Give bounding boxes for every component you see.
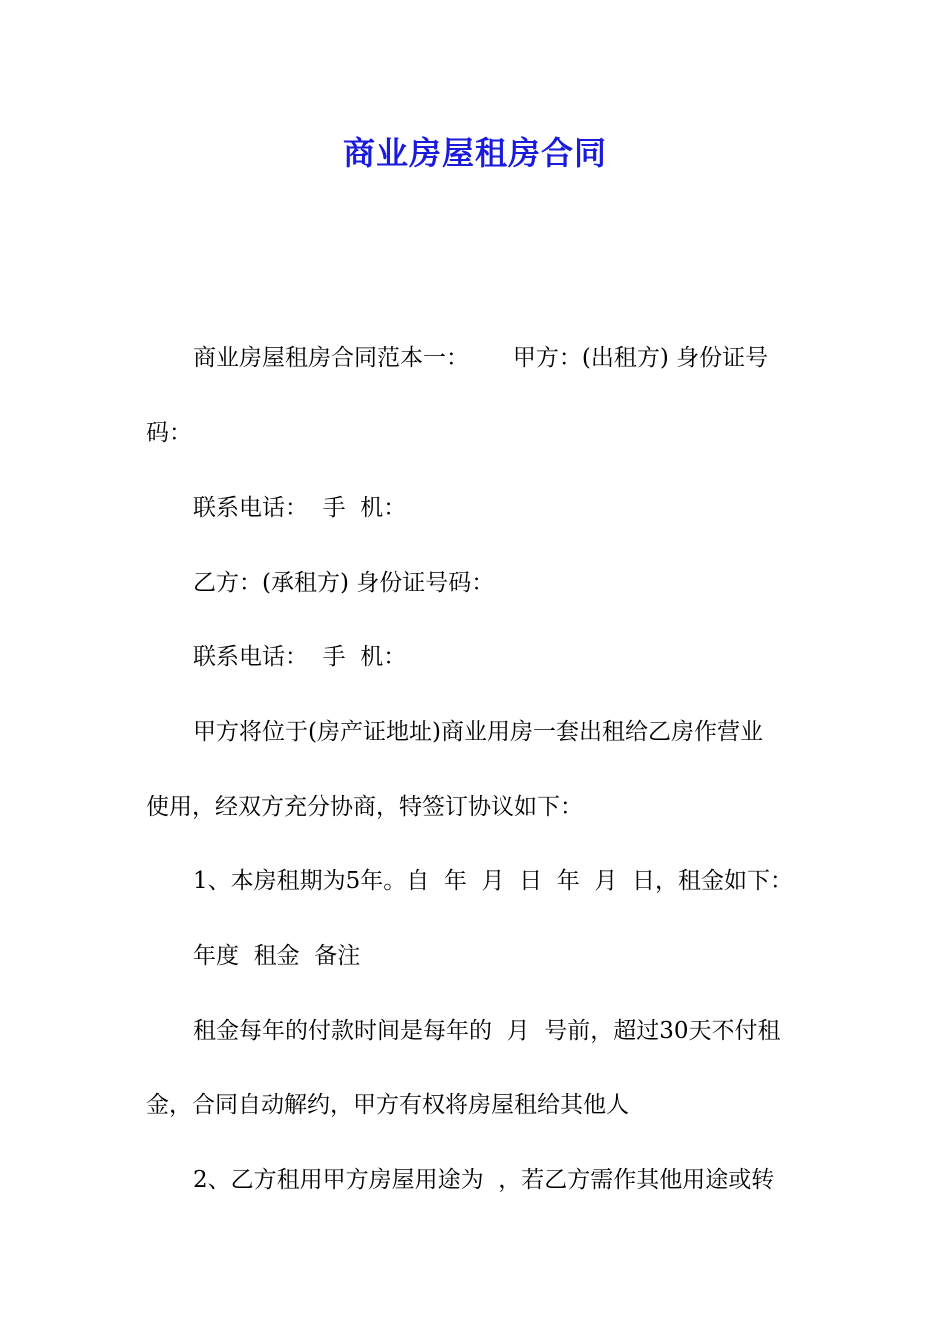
paragraph-line: 1、本房租期为5年。自 年 月 日 年 月 日，租金如下：	[193, 868, 793, 894]
paragraph-line: 甲方将位于(房产证地址)商业用房一套出租给乙房作营业	[193, 719, 763, 745]
paragraph-line: 租金每年的付款时间是每年的 月 号前，超过30天不付租	[193, 1018, 781, 1044]
paragraph-line: 码：	[146, 420, 192, 446]
paragraph-line: 年度 租金 备注	[193, 943, 361, 969]
paragraph-line: 乙方：(承租方) 身份证号码：	[193, 570, 495, 596]
paragraph-line: 使用，经双方充分协商，特签订协议如下：	[146, 794, 583, 820]
paragraph-line: 2、乙方租用甲方房屋用途为 ，若乙方需作其他用途或转	[193, 1167, 775, 1193]
paragraph-line: 金，合同自动解约，甲方有权将房屋租给其他人	[146, 1092, 629, 1118]
paragraph-line: 联系电话： 手 机：	[193, 495, 407, 521]
paragraph-line: 商业房屋租房合同范本一： 甲方：(出租方) 身份证号	[193, 345, 769, 371]
document-title: 商业房屋租房合同	[342, 134, 607, 172]
paragraph-line: 联系电话： 手 机：	[193, 644, 407, 670]
